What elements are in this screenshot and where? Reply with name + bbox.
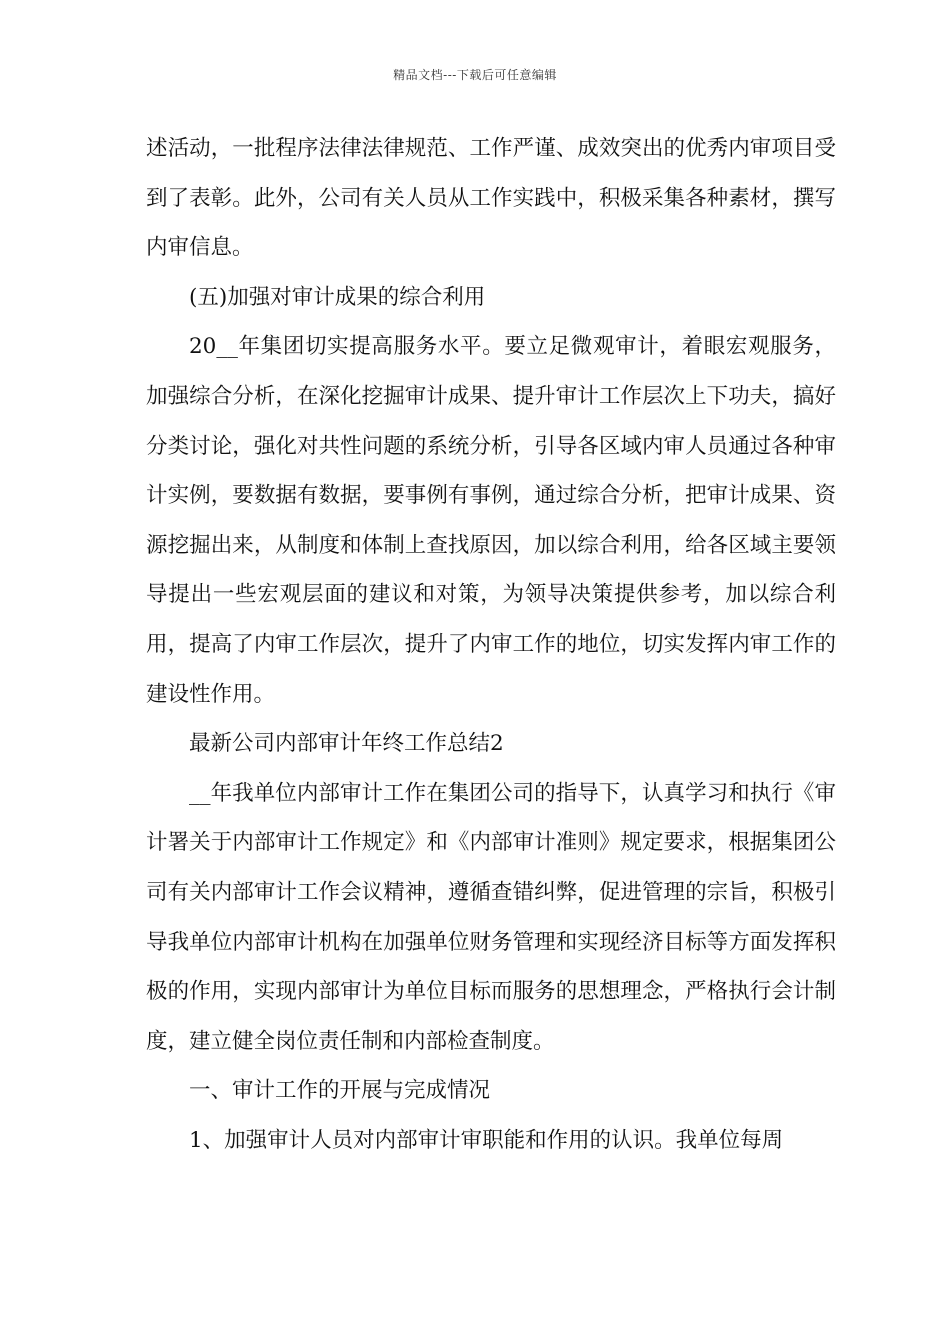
section-heading-5: (五)加强对审计成果的综合利用 (189, 284, 486, 310)
paragraph-intro: __年我单位内部审计工作在集团公司的指导下，认真学习和执行《审计署关于内部审计工作规定》和《内部审计准则》规定要求，根据集团公司有关内部审计工作会议精神，遵循查错纠弊，促进管理的宗旨，积极引导我单位内部审计机构在加强单位财务管理和实现经济目标等方面发挥积极的作用，实现内部审计为单位目标而服务的思想理念，严格执行会计制度，建立健全岗位责任制和内部检查制度。 (146, 780, 836, 1054)
document-title-2: 最新公司内部审计年终工作总结2 (189, 731, 504, 757)
paragraph-audit-results: 20__年集团切实提高服务水平。要立足微观审计，着眼宏观服务，加强综合分析，在深化挖掘审计成果、提升审计工作层次上下功夫，搞好分类讨论，强化对共性问题的系统分析，引导各区域内审人员通过各种审计实例，要数据有数据，要事例有事例，通过综合分析，把审计成果、资源挖掘出来，从制度和体制上查找原因，加以综合利用，给各区域主要领导提出一些宏观层面的建议和对策，为领导决策提供参考，加以综合利用，提高了内审工作层次，提升了内审工作的地位，切实发挥内审工作的建设性作用。 (146, 334, 836, 707)
section-heading-1: 一、审计工作的开展与完成情况 (189, 1078, 491, 1104)
paragraph-item-1: 1、加强审计人员对内部审计审职能和作用的认识。我单位每周 (189, 1127, 784, 1153)
document-body (146, 124, 836, 1165)
paragraph-continuation: 述活动，一批程序法律法律规范、工作严谨、成效突出的优秀内审项目受到了表彰。此外，公司有关人员从工作实践中，积极采集各种素材，撰写内审信息。 (146, 136, 836, 261)
page-header: 精品文档---下载后可任意编辑 (393, 68, 557, 82)
